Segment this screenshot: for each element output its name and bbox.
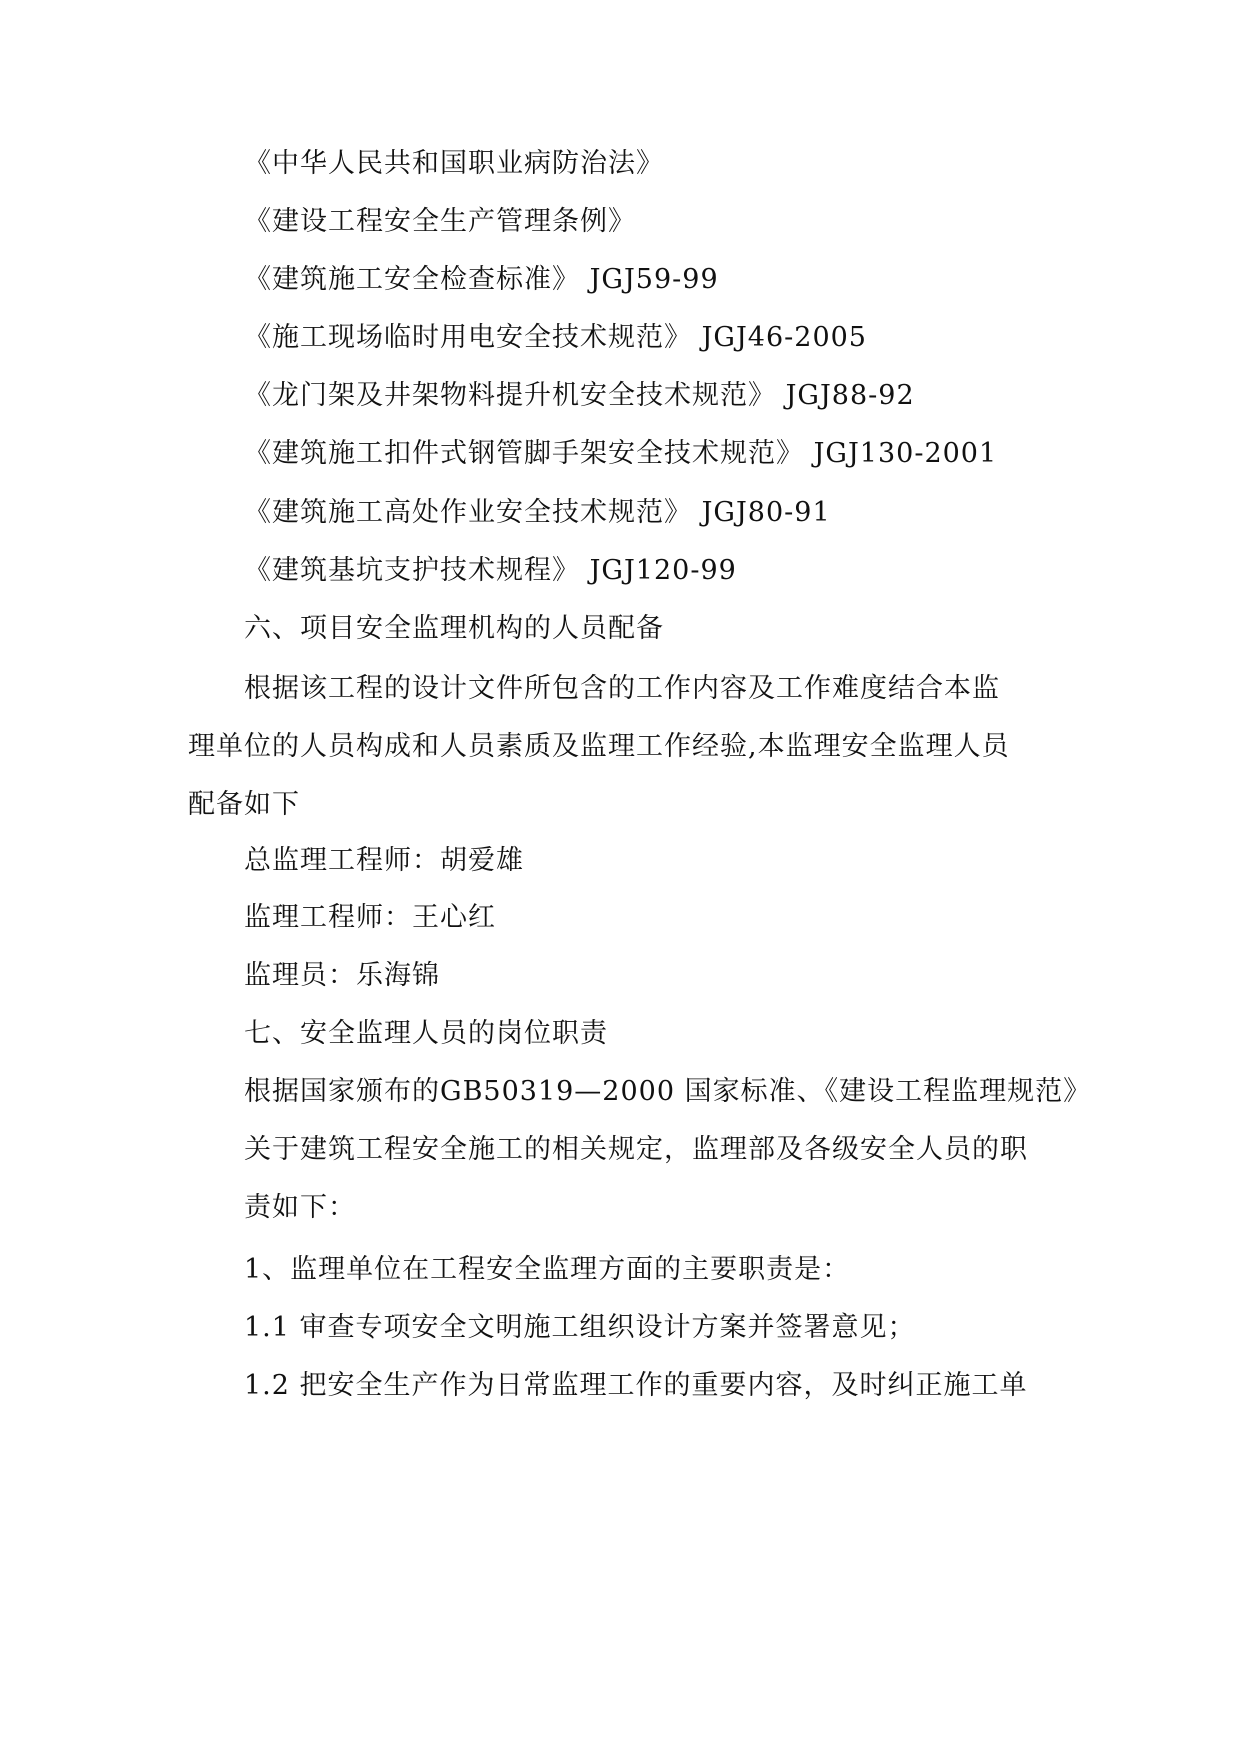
paragraph-line: 责如下： [244, 1192, 356, 1223]
reference-item: 《中华人民共和国职业病防治法》 [244, 148, 664, 179]
staff-supervisor: 监理员：乐海锦 [244, 960, 440, 991]
reference-item: 《建筑基坑支护技术规程》 JGJ120-99 [244, 555, 737, 586]
reference-item: 《建筑施工安全检查标准》 JGJ59-99 [244, 264, 719, 295]
staff-engineer: 监理工程师：王心红 [244, 902, 496, 933]
reference-item: 《龙门架及井架物料提升机安全技术规范》 JGJ88-92 [244, 380, 915, 411]
list-item: 1.2 把安全生产作为日常监理工作的重要内容，及时纠正施工单 [244, 1370, 1028, 1401]
list-item: 1、监理单位在工程安全监理方面的主要职责是： [244, 1254, 851, 1285]
reference-item: 《施工现场临时用电安全技术规范》 JGJ46-2005 [244, 322, 867, 353]
section-heading: 七、安全监理人员的岗位职责 [244, 1018, 608, 1049]
staff-chief-engineer: 总监理工程师：胡爱雄 [244, 845, 524, 876]
reference-item: 《建设工程安全生产管理条例》 [244, 206, 636, 237]
paragraph-line: 配备如下 [188, 789, 300, 820]
section-heading: 六、项目安全监理机构的人员配备 [244, 613, 664, 644]
paragraph-line: 理单位的人员构成和人员素质及监理工作经验,本监理安全监理人员 [188, 731, 1010, 762]
paragraph-line: 根据国家颁布的GB50319—2000 国家标准、《建设工程监理规范》 [244, 1076, 1092, 1107]
list-item: 1.1 审查专项安全文明施工组织设计方案并签署意见； [244, 1312, 916, 1343]
reference-item: 《建筑施工高处作业安全技术规范》 JGJ80-91 [244, 497, 831, 528]
paragraph-line: 关于建筑工程安全施工的相关规定，监理部及各级安全人员的职 [244, 1134, 1028, 1165]
paragraph-line: 根据该工程的设计文件所包含的工作内容及工作难度结合本监 [244, 673, 1000, 704]
reference-item: 《建筑施工扣件式钢管脚手架安全技术规范》 JGJ130-2001 [244, 438, 998, 469]
